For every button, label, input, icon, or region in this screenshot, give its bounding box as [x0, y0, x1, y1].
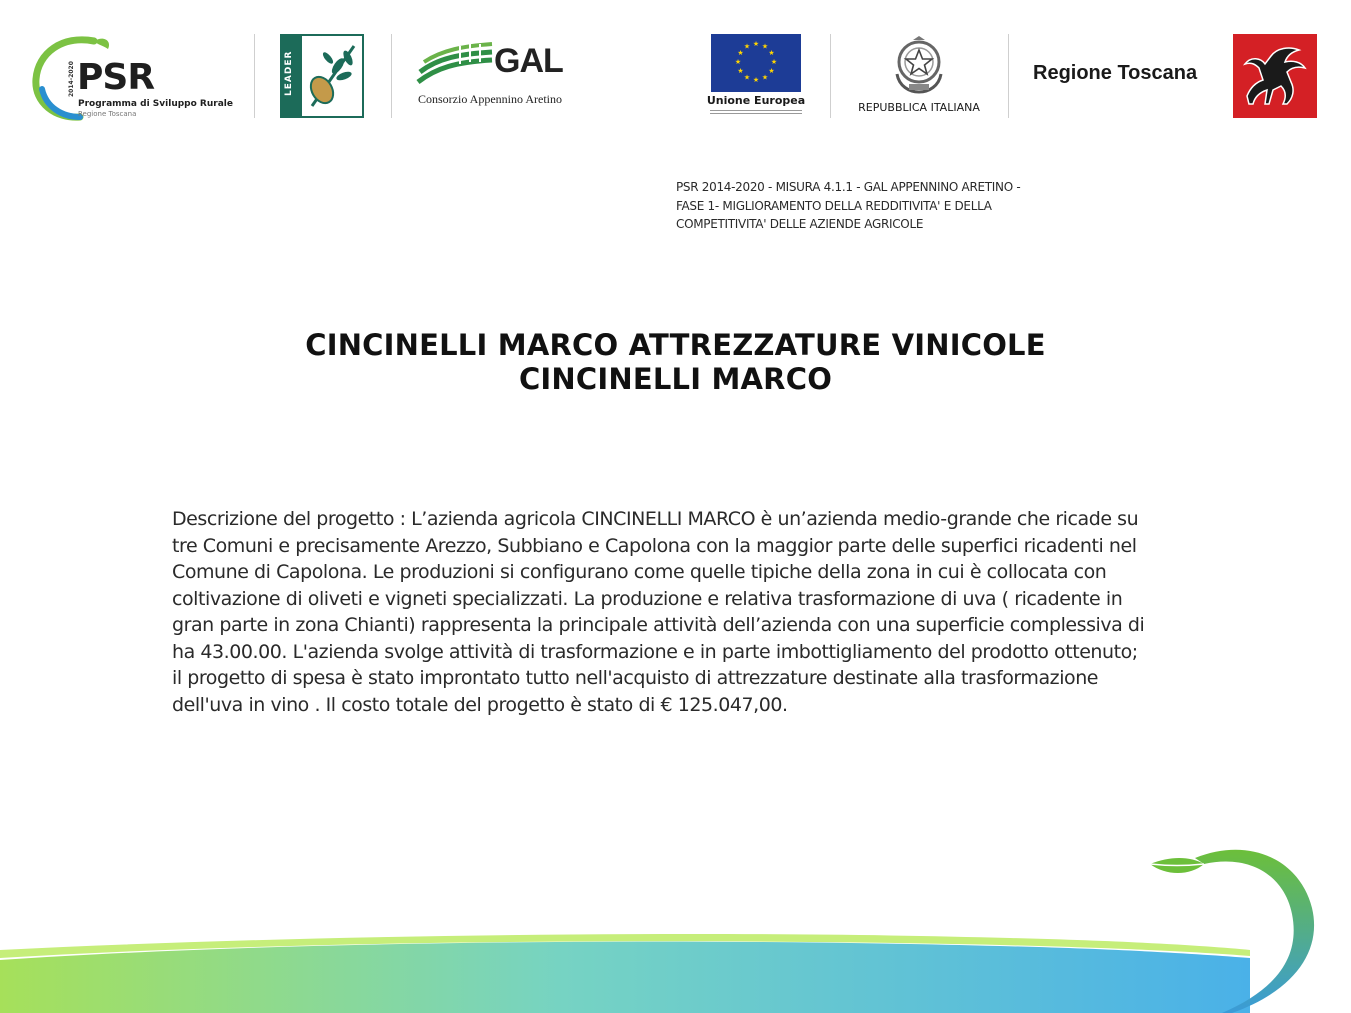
eu-flag-icon [711, 34, 801, 92]
gal-wordmark: GAL [494, 42, 563, 80]
tuscany-emblem [1233, 34, 1317, 118]
svg-text:★: ★ [743, 73, 751, 82]
measure-line: COMPETITIVITA' DELLE AZIENDE AGRICOLE [676, 217, 924, 231]
svg-text:★: ★ [768, 49, 775, 57]
italy-name: REPUBBLICA ITALIANA [858, 101, 980, 114]
gal-hills-icon [416, 42, 494, 86]
svg-text:★: ★ [737, 49, 744, 57]
description-line: gran parte in zona Chianti) rappresenta la principale attività dell’azienda con una superficie complessiva di [172, 614, 1145, 636]
description-line: Descrizione del progetto : L’azienda agricola CINCINELLI MARCO è un’azienda medio-grande che ricade su [172, 508, 1139, 530]
svg-text:★: ★ [752, 40, 760, 48]
page-title [0, 328, 1351, 396]
eu-fine-print [710, 110, 802, 116]
psr-wordmark: PSR [77, 57, 155, 98]
leader-olive-branch-icon [304, 40, 360, 112]
psr-logo [32, 33, 237, 121]
eu-flag [711, 34, 801, 92]
gal-subtitle: Consorzio Appennino Aretino [418, 92, 562, 106]
italian-emblem-icon [889, 34, 949, 96]
measure-line: PSR 2014-2020 - MISURA 4.1.1 - GAL APPENNINO ARETINO - [676, 180, 1021, 194]
gal-logo [416, 40, 566, 116]
tuscany-name: Regione Toscana [1033, 62, 1198, 84]
description-line: tre Comuni e precisamente Arezzo, Subbiano e Capolona con la maggior parte delle superfici ricadenti nel [172, 534, 1137, 557]
measure-caption [676, 178, 1076, 234]
leader-logo [280, 34, 364, 118]
svg-text:★: ★ [768, 67, 775, 75]
svg-text:★: ★ [734, 58, 742, 66]
logo-divider [830, 34, 831, 118]
svg-text:★: ★ [761, 42, 769, 51]
logo-divider [254, 34, 255, 118]
project-description [172, 506, 1182, 718]
measure-line: FASE 1- MIGLIORAMENTO DELLA REDDITIVITA' E DELLA [676, 198, 992, 213]
svg-text:★: ★ [743, 42, 751, 51]
logo-divider [391, 34, 392, 118]
eu-logo [706, 34, 806, 120]
svg-text:★: ★ [761, 73, 769, 82]
description-line: dell'uva in vino . Il costo totale del progetto è stato di € 125.047,00. [172, 693, 788, 716]
logo-divider [1008, 34, 1009, 118]
title-line: CINCINELLI MARCO [518, 362, 833, 396]
leader-strip [282, 36, 302, 116]
psr-subtitle: Programma di Sviluppo Rurale [78, 99, 233, 109]
description-line: ha 43.00.00. L'azienda svolge attività di trasformazione e in parte imbottigliamento del prodotto ottenuto; [172, 640, 1138, 663]
svg-text:★: ★ [737, 67, 744, 75]
footer-wave-decoration [0, 830, 1351, 1013]
psr-region: Regione Toscana [78, 110, 137, 118]
title-line: CINCINELLI MARCO ATTREZZATURE VINICOLE [305, 328, 1046, 362]
svg-text:★: ★ [752, 76, 760, 84]
description-line: Comune di Capolona. Le produzioni si configurano come quelle tipiche della zona in cui è collocata con [172, 561, 1107, 583]
leader-wordmark: LEADER [284, 50, 294, 96]
tuscany-logo [1030, 34, 1320, 120]
italy-logo [852, 34, 986, 120]
eu-name: Unione Europea [706, 94, 806, 107]
psr-years: 2014-2020 [68, 61, 75, 97]
description-line: coltivazione di oliveti e vigneti specializzati. La produzione e relativa trasformazione di uva ( ricadente in [172, 587, 1123, 610]
pegasus-icon [1233, 34, 1317, 118]
svg-text:★: ★ [770, 58, 778, 66]
description-line: il progetto di spesa è stato improntato tutto nell'acquisto di attrezzature destinate alla trasformazione [172, 667, 1099, 689]
